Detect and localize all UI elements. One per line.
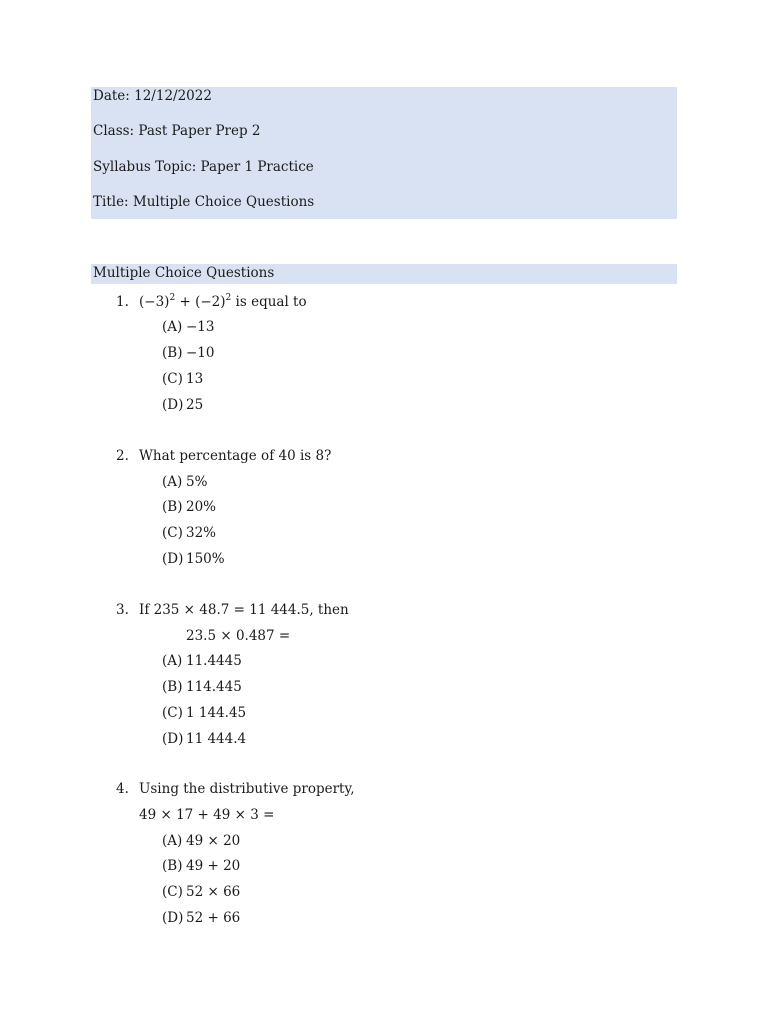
section-title: Multiple Choice Questions [93,265,275,281]
option-b: (B) 114.445 [162,679,242,695]
question-text: $(-3)^2 + (-2)^2$ is equal to [139,293,307,310]
option-b: (B) 20% [162,499,217,515]
option-c: (C) 32% [162,525,217,541]
lesson-date: Date: 12/12/2022 [93,88,212,104]
option-d: (D) 52 + 66 [162,910,241,926]
question-text: If 235 × 48.7 = 11 444.5, then [139,602,349,618]
option-a: (A) −13 [162,319,215,335]
question-number: 3. [116,602,129,618]
option-d: (D) 25 [162,397,204,413]
question-subline: 49 × 17 + 49 × 3 = [139,807,275,823]
question-number: 1. [116,294,129,310]
option-a: (A) 49 × 20 [162,833,241,849]
option-a: (A) 11.4445 [162,653,242,669]
question-number: 2. [116,448,129,464]
lesson-topic: Syllabus Topic: Paper 1 Practice [93,159,314,175]
question-text: What percentage of 40 is 8? [139,448,332,464]
option-a: (A) 5% [162,474,208,490]
option-c: (C) 13 [162,371,204,387]
option-d: (D) 150% [162,551,225,567]
lesson-class: Class: Past Paper Prep 2 [93,123,261,139]
question-text: Using the distributive property, [139,781,355,797]
question-subline: 23.5 × 0.487 = [186,628,291,644]
question-number: 4. [116,781,129,797]
option-d: (D) 11 444.4 [162,731,247,747]
option-b: (B) 49 + 20 [162,858,241,874]
lesson-title: Title: Multiple Choice Questions [93,194,315,210]
option-c: (C) 1 144.45 [162,705,247,721]
option-b: (B) −10 [162,345,215,361]
option-c: (C) 52 × 66 [162,884,241,900]
